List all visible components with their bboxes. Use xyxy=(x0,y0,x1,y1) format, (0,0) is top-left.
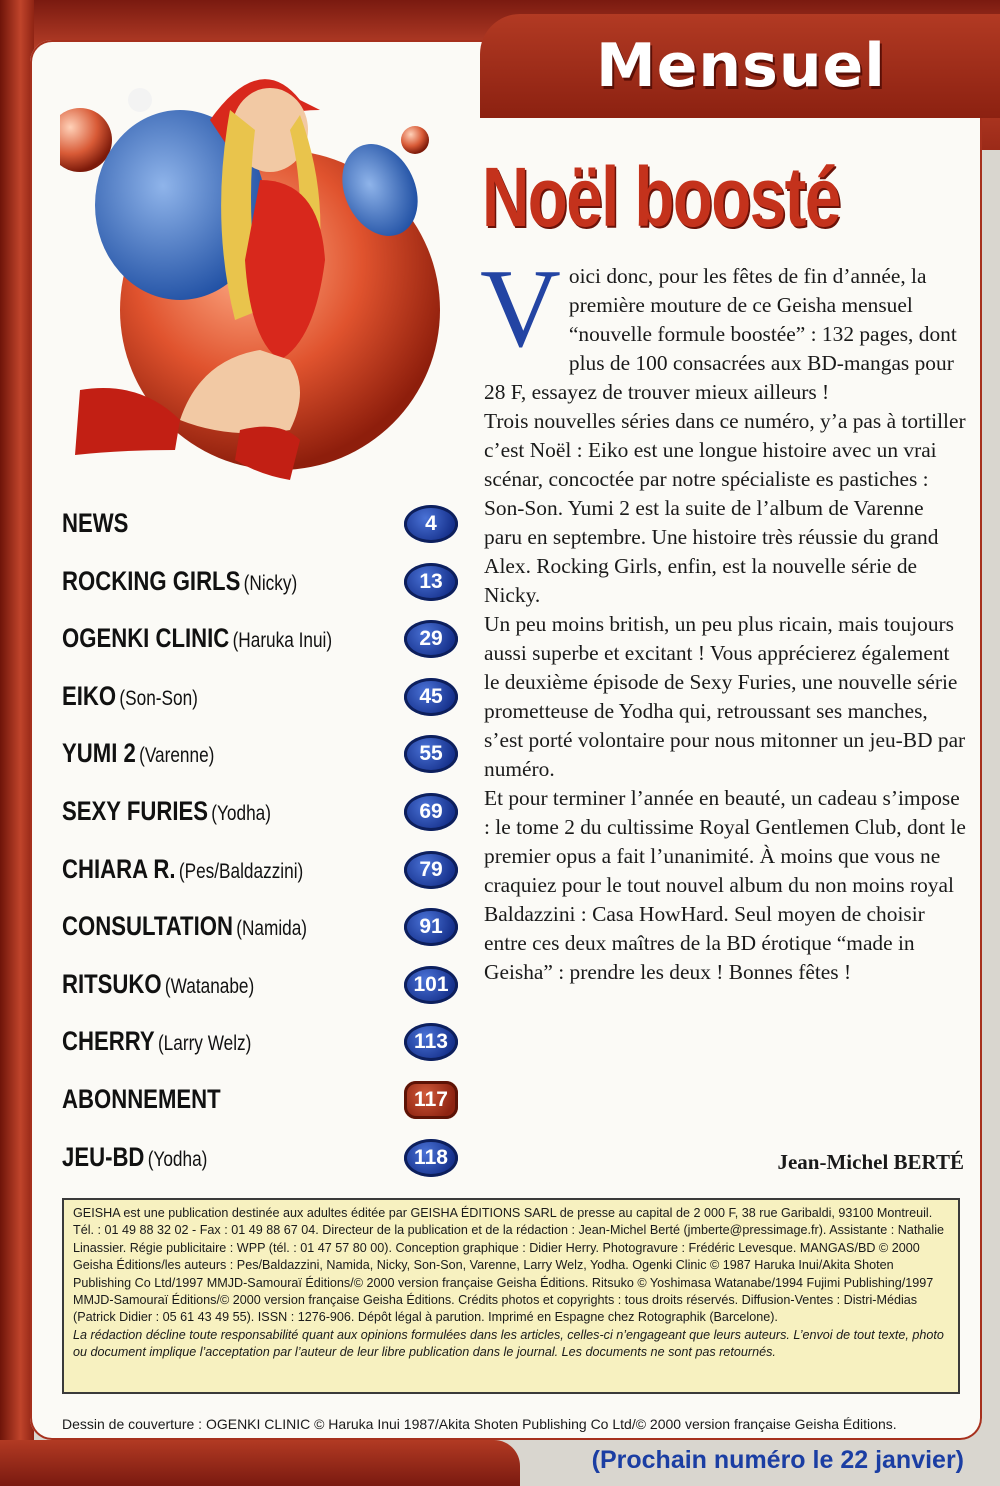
toc-item-title: YUMI 2 xyxy=(62,738,136,769)
page-number-badge: 13 xyxy=(404,563,458,601)
toc-item-title: ABONNEMENT xyxy=(62,1084,221,1114)
ornament-small-2 xyxy=(401,126,429,154)
toc-item-author: (Yodha) xyxy=(147,1147,208,1171)
page-number-badge: 91 xyxy=(404,908,458,946)
headline: Noël boosté xyxy=(482,150,840,244)
section-title: Mensuel xyxy=(596,31,886,101)
bottom-frame-band xyxy=(0,1440,520,1486)
page-number-badge: 45 xyxy=(404,678,458,716)
toc-item[interactable] xyxy=(62,673,462,723)
toc-item-title: CHERRY xyxy=(62,1026,155,1057)
cover-illustration xyxy=(60,60,460,500)
left-frame-band xyxy=(0,0,34,1486)
page-number-badge: 101 xyxy=(404,966,458,1004)
imprint-box xyxy=(62,1198,960,1394)
toc-item-title: SEXY FURIES xyxy=(62,796,209,826)
page-number-badge: 55 xyxy=(404,735,458,773)
toc-item[interactable] xyxy=(62,1076,462,1126)
toc-item[interactable] xyxy=(62,903,462,953)
next-issue-note: (Prochain numéro le 22 janvier) xyxy=(591,1446,964,1474)
toc-item-title: RITSUKO xyxy=(62,968,162,999)
toc-item[interactable] xyxy=(62,788,462,838)
toc-item-title: JEU-BD xyxy=(62,1141,145,1172)
toc-item-author: (Larry Welz) xyxy=(157,1032,252,1056)
page-number-badge: 113 xyxy=(404,1023,458,1061)
toc-item[interactable] xyxy=(62,558,462,608)
article-paragraph-3: Un peu moins british, un peu plus ricain, mais toujours aussi superbe et excitant ! Vous apprécierez également le deuxième épisode de Sexy Furies, une nouvelle série prometteuse de Yodha qui, retroussant ses manches, s’est porté volontaire pour nous mitonner un jeu-BD par numéro. xyxy=(484,612,966,781)
editorial-article xyxy=(480,247,966,987)
toc-item-title: OGENKI CLINIC xyxy=(62,623,230,654)
toc-item[interactable] xyxy=(62,1134,462,1184)
imprint-text: GEISHA est une publication destinée aux adultes éditée par GEISHA ÉDITIONS SARL de presse au capital de 2 000 F, 38 rue Garibaldi, 93100 Montreuil. Tél. : 01 49 88 32 02 - Fax : 01 49 88 67 04. Directeur de la publication et de la rédaction : Jean-Michel Berté (jmberte@pressimage.fr). Assistante : Nathalie Linassier. Régie publicitaire : WPP (tél. : 01 47 57 80 00). Conception graphique : Didier Herry. Photogravure : Frédéric Levesque. MANGAS/BD © 2000 Geisha Éditions/les auteurs : Pes/Baldazzini, Namida, Nicky, Son-Son, Varenne, Larry Welz, Yodha. Ogenki Clinic © 1987 Haruka Inui/Akita Shoten Publishing Co Ltd/1997 MMJD-Samouraï Éditions/© 2000 version française Geisha Éditions. Ritsuko © Yoshimasa Watanabe/1994 Fujimi Publishing/1997 MMJD-Samouraï Éditions/© 2000 version française Geisha Éditions. Crédits photos et copyrights : tous droits réservés. Diffusion-Ventes : Distri-Médias (Patrick Didier : 05 61 43 49 55). ISSN : 1276-906. Dépôt légal à parution. Imprimé en Espagne chez Rotographik (Barcelone). xyxy=(73,1206,945,1325)
author-signature: Jean-Michel BERTÉ xyxy=(777,1150,964,1174)
toc-item-author: (Namida) xyxy=(236,917,308,941)
toc-item-author: (Nicky) xyxy=(243,571,298,595)
toc-item[interactable] xyxy=(62,615,462,665)
toc-item-title: NEWS xyxy=(62,508,129,538)
page-number-badge: 118 xyxy=(404,1139,458,1177)
toc-item[interactable] xyxy=(62,730,462,780)
toc-item[interactable] xyxy=(62,1018,462,1068)
toc-item-author: (Haruka Inui) xyxy=(232,629,333,653)
toc-item-author: (Yodha) xyxy=(211,802,271,825)
toc-item-title: ROCKING GIRLS xyxy=(62,565,241,596)
toc-item[interactable] xyxy=(62,846,462,896)
imprint-disclaimer: La rédaction décline toute responsabilité quant aux opinions formulées dans les articles, celles-ci n’engageant que leurs auteurs. L’envoi de tout texte, photo ou document implique l’acceptation par l’auteur de leur libre publication dans le journal. Les documents ne sont pas retournés. xyxy=(73,1327,944,1360)
page-number-badge: 69 xyxy=(404,793,458,831)
toc-item-author: (Watanabe) xyxy=(164,974,255,998)
page-number-badge: 79 xyxy=(404,851,458,889)
article-paragraph-2: Trois nouvelles séries dans ce numéro, y’a pas à tortiller c’est Noël : Eiko est une longue histoire avec un vrai scénar, concoctée par notre spécialiste es pastiches : Son-Son. Yumi 2 est la suite de l’album de Varenne paru en septembre. Une histoire très réussie du grand Alex. Rocking Girls, enfin, est la nouvelle série de Nicky. xyxy=(484,409,966,607)
cover-credit: Dessin de couverture : OGENKI CLINIC © Haruka Inui 1987/Akita Shoten Publishing Co Ltd/© 2000 version française Geisha Éditions. xyxy=(62,1416,897,1432)
drop-cap: V xyxy=(480,247,561,371)
toc-item[interactable] xyxy=(62,961,462,1011)
article-paragraph-1: oici donc, pour les fêtes de fin d’année, la première mouture de ce Geisha mensuel “nouvelle formule boostée” : 132 pages, dont plus de 100 consacrées aux BD-mangas pour 28 F, essayez de trouver mieux ailleurs ! xyxy=(484,264,957,404)
page-number-badge: 4 xyxy=(404,505,458,543)
toc-item-author: (Son-Son) xyxy=(119,686,198,710)
toc-item-title: CONSULTATION xyxy=(62,911,233,942)
page-number-badge: 29 xyxy=(404,620,458,658)
toc-item-title: CHIARA R. xyxy=(62,853,176,884)
toc-item-author: (Varenne) xyxy=(139,744,215,768)
page-number-badge: 117 xyxy=(404,1081,458,1119)
article-paragraph-4: Et pour terminer l’année en beauté, un cadeau s’impose : le tome 2 du cultissime Royal Gentlemen Club, dont le premier opus a fait l’unanimité. À moins que vous ne craquiez pour le tout nouvel album du non moins royal Baldazzini : Casa HowHard. Seul moyen de choisir entre ces deux maîtres de la BD érotique “made in Geisha” : prendre les deux ! Bonnes fêtes ! xyxy=(484,786,966,984)
toc-item-author: (Pes/Baldazzini) xyxy=(178,859,304,883)
hat-pompom xyxy=(128,88,152,112)
boot-right xyxy=(235,427,300,480)
toc-item-title: EIKO xyxy=(62,680,117,711)
toc-item[interactable] xyxy=(62,500,462,550)
